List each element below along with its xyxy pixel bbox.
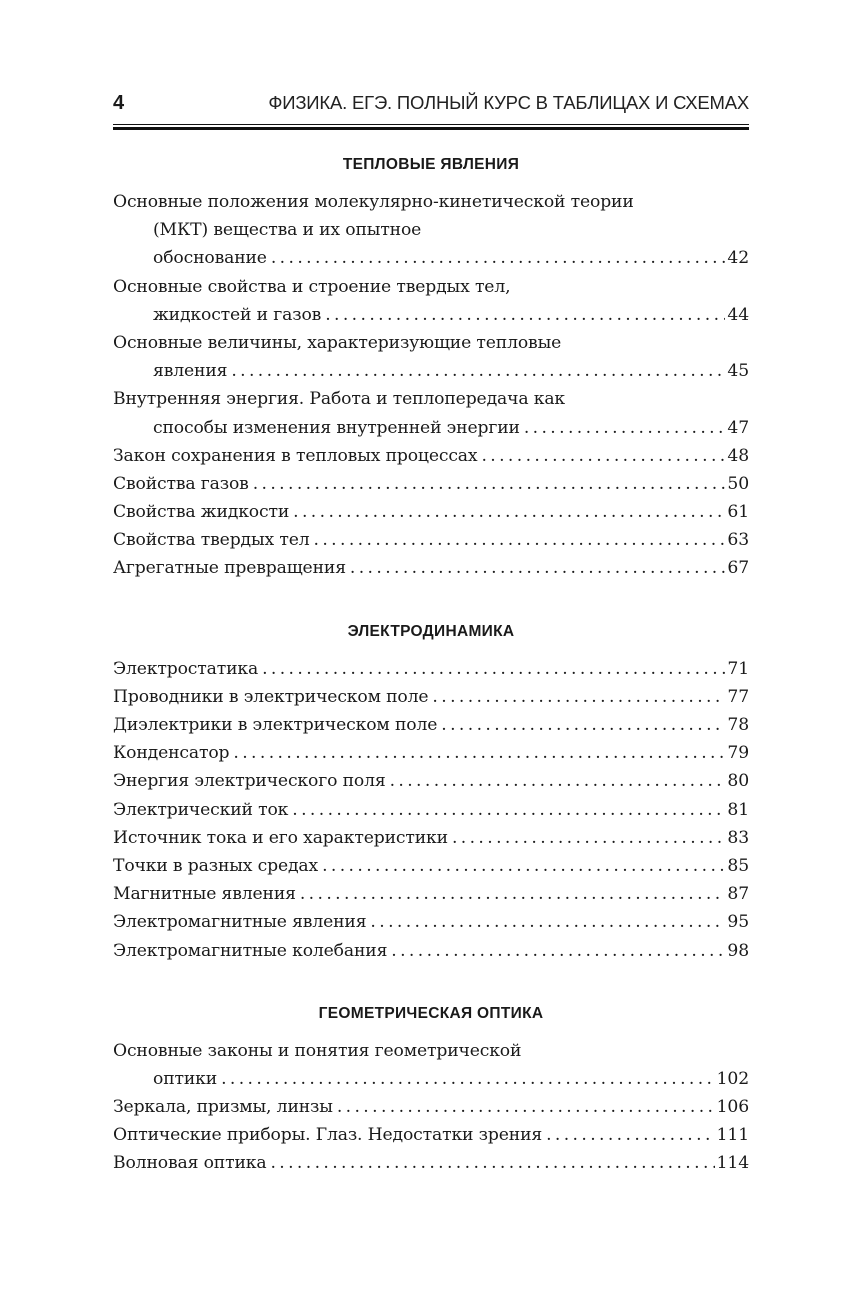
toc-entry-line [113,526,749,554]
toc-entry-title: Диэлектрики в электрическом поле [113,715,438,735]
toc-entry-line [113,188,749,216]
toc-entry-title: обоснование [153,248,267,269]
toc-entry-title: Электромагнитные колебания [113,940,388,961]
toc-page-number: 67 [727,558,749,579]
toc-entry[interactable] [113,796,749,824]
toc-entry-title: Внутренняя энергия. Работа и теплопередача как [113,389,566,410]
toc-page-number: 81 [727,799,749,820]
dot-leader [293,498,725,526]
dot-leader [233,739,725,767]
section-heading: ГЕОМЕТРИЧЕСКАЯ ОПТИКА [318,1004,544,1022]
dot-leader [337,1093,715,1121]
toc-entry-title: Конденсатор [113,743,230,764]
toc-page-number: 79 [727,743,749,764]
toc-entry[interactable] [113,385,749,441]
toc-entry-title: Зеркала, призмы, линзы [113,1097,333,1118]
toc-entry-title: Источник тока и его характеристики [113,827,448,848]
toc-entry-line [113,273,749,301]
toc-entry-line [113,739,749,767]
dot-leader [481,442,725,470]
book-page [113,92,749,1178]
toc-entry-line [113,908,749,936]
toc-entry[interactable] [113,711,749,739]
toc-entry-line [113,244,749,272]
toc-entry-title: Агрегатные превращения [113,558,346,579]
toc-entry-title: Основные свойства и строение твердых тел, [113,276,511,297]
book-title: ФИЗИКА. ЕГЭ. ПОЛНЫЙ КУРС В ТАБЛИЦАХ И СХЕМАХ [268,92,749,113]
toc-entry-title: оптики [153,1068,218,1089]
toc-entry-title: Точки в разных средах [113,855,319,876]
toc-entry[interactable] [113,1149,749,1177]
toc-page-number: 50 [727,473,749,494]
toc-entry[interactable] [113,739,749,767]
toc-entry-line [113,1065,749,1093]
toc-entry-title: Закон сохранения в тепловых процессах [113,445,478,466]
toc-page-number: 80 [727,771,749,792]
toc-entry[interactable] [113,767,749,795]
toc-entry-title: Волновая оптика [113,1153,267,1174]
toc-entry-title: Электростатика [113,658,259,679]
dot-leader [350,554,726,582]
toc-entry[interactable] [113,1037,749,1093]
toc-page-number: 44 [727,304,749,325]
toc-entry[interactable] [113,1093,749,1121]
page-number: 4 [113,92,125,114]
toc-page-number: 63 [727,530,749,551]
toc-entry[interactable] [113,655,749,683]
toc-entry-line [113,329,749,357]
toc-entry-line [113,1121,749,1149]
toc-entry[interactable] [113,908,749,936]
toc-entry-line [113,937,749,965]
section-heading: ТЕПЛОВЫЕ ЯВЛЕНИЯ [342,156,520,173]
toc-entry-line [113,880,749,908]
toc-entry-title: Свойства газов [113,473,249,494]
dot-leader [370,908,725,936]
dot-leader [432,683,725,711]
toc-entry-line [113,767,749,795]
toc-entry-title: Энергия электрического поля [113,771,386,792]
toc-entry[interactable] [113,526,749,554]
toc-entry[interactable] [113,937,749,965]
dot-leader [325,301,725,329]
toc-entry-title: (МКТ) вещества и их опытное [153,220,422,241]
toc-entry-title: Свойства твердых тел [113,530,310,551]
dot-leader [300,880,726,908]
toc-entry-line [113,357,749,385]
toc-entry-line [113,414,749,442]
toc-page-number: 45 [727,361,749,382]
toc-entry[interactable] [113,498,749,526]
toc-page-number: 48 [727,445,749,466]
toc-entry-line [113,385,749,413]
toc-entry[interactable] [113,1121,749,1149]
toc-page-number: 78 [727,715,749,735]
toc-page-number: 71 [727,658,749,679]
toc-entry-line [113,852,749,880]
toc-entry-line [113,824,749,852]
toc-entry[interactable] [113,852,749,880]
toc-section-list [113,655,749,965]
toc-entry-line [113,470,749,498]
toc-page-number: 87 [727,884,749,905]
toc-entry[interactable] [113,554,749,582]
toc-entry-title: Основные величины, характеризующие тепловые [113,332,562,353]
dot-leader [262,655,725,683]
toc-section-list [113,1037,749,1178]
header-rule-thick [113,127,749,130]
toc-entry[interactable] [113,329,749,385]
toc-entry[interactable] [113,880,749,908]
toc-entry-title: Электрический ток [113,799,289,820]
dot-leader [546,1121,715,1149]
toc-page-number: 61 [727,502,749,523]
toc-entry-title: Магнитные явления [113,884,296,905]
dot-leader [322,852,725,880]
toc-page-number: 95 [727,912,749,933]
toc-page-number: 114 [716,1153,749,1174]
toc-entry-title: жидкостей и газов [153,304,322,325]
toc-entry-line [113,1037,749,1065]
toc-page-number: 83 [727,827,749,848]
table-of-contents [113,154,749,1178]
toc-page-number: 42 [727,248,749,269]
running-head [113,92,749,122]
dot-leader [441,711,725,739]
dot-leader [231,357,725,385]
toc-page-number: 111 [716,1125,749,1146]
toc-page-number: 106 [716,1097,749,1118]
toc-entry-line [113,1149,749,1177]
dot-leader [221,1065,715,1093]
toc-entry-title: Основные положения молекулярно-кинетической теории [113,192,634,212]
toc-entry[interactable] [113,683,749,711]
toc-section-list [113,188,749,583]
dot-leader [390,767,726,795]
toc-entry-line [113,655,749,683]
dot-leader [270,1149,714,1177]
toc-entry-line [113,1093,749,1121]
dot-leader [524,414,726,442]
toc-entry-line [113,301,749,329]
toc-entry[interactable] [113,824,749,852]
dot-leader [253,470,726,498]
toc-entry-title: Оптические приборы. Глаз. Недостатки зрения [113,1125,543,1146]
toc-entry-title: Проводники в электрическом поле [113,686,429,707]
toc-entry-line [113,711,749,739]
toc-entry[interactable] [113,273,749,329]
toc-entry[interactable] [113,470,749,498]
toc-entry-line [113,216,749,244]
header-rule-thin [113,124,749,125]
toc-page-number: 98 [727,940,749,961]
dot-leader [391,937,725,965]
toc-entry-title: Свойства жидкости [113,502,290,523]
toc-entry-line [113,554,749,582]
toc-entry-title: Электромагнитные явления [113,912,367,933]
toc-entry-title: Основные законы и понятия геометрической [113,1040,522,1061]
toc-entry-line [113,498,749,526]
toc-entry-title: способы изменения внутренней энергии [153,417,520,438]
toc-page-number: 102 [716,1068,749,1089]
toc-entry[interactable] [113,442,749,470]
toc-entry-line [113,683,749,711]
toc-page-number: 47 [727,417,749,438]
toc-entry-line [113,796,749,824]
dot-leader [314,526,726,554]
section-heading: ЭЛЕКТРОДИНАМИКА [347,622,515,640]
toc-entry-line [113,442,749,470]
dot-leader [271,244,726,272]
toc-page-number: 85 [727,855,749,876]
toc-entry[interactable] [113,188,749,273]
dot-leader [292,796,725,824]
dot-leader [452,824,725,852]
toc-entry-title: явления [153,361,228,382]
toc-page-number: 77 [727,686,749,707]
